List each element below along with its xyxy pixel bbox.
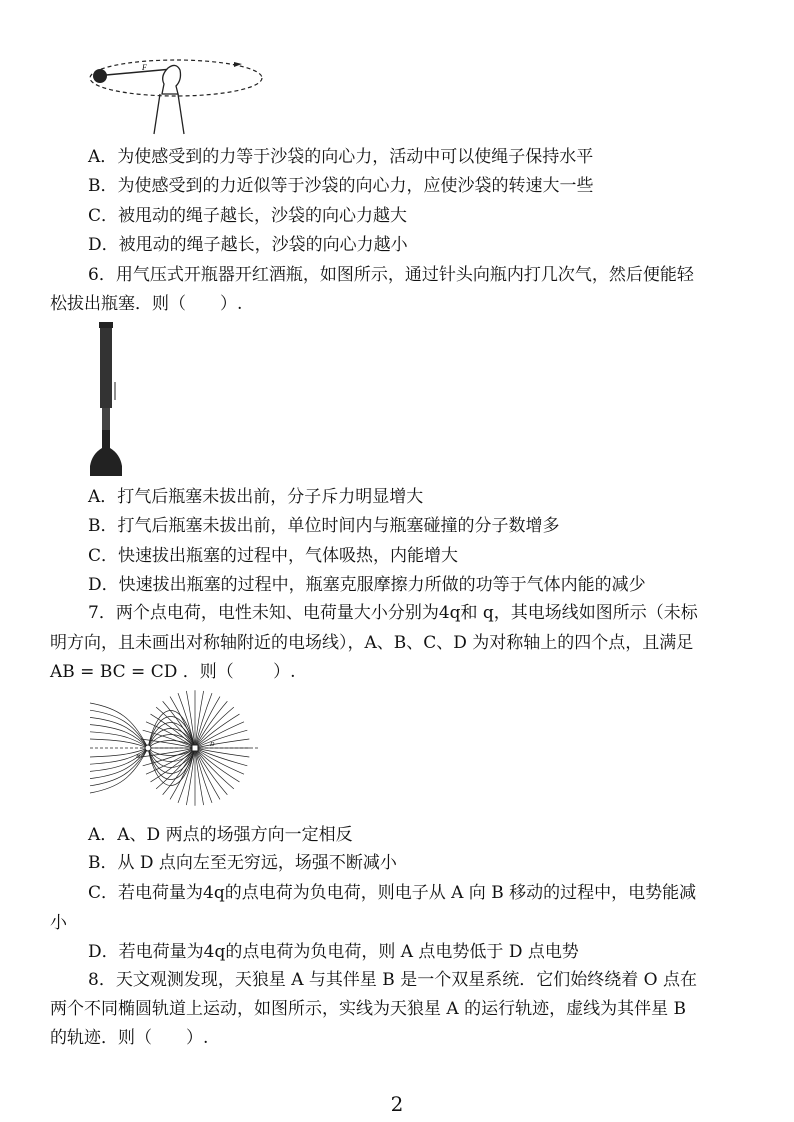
rope-force-label: F [142,63,147,72]
q7-stem-line1: 7．两个点电荷，电性未知、电荷量大小分别为4q和 q，其电场线如图所示（未标 [88,603,698,623]
point-b-label: B [136,754,140,760]
q6-option-c: C．快速拔出瓶塞的过程中，气体吸热，内能增大 [88,546,459,566]
opener-handle-top [99,322,113,328]
sandbag-figure [84,46,264,136]
point-d-label: D [210,742,215,748]
q5-option-c: C．被甩动的绳子越长，沙袋的向心力越大 [88,206,408,226]
bottle-opener-figure [86,320,126,476]
arm [154,94,184,134]
q5-option-d: D．被甩动的绳子越长，沙袋的向心力越小 [88,235,408,255]
charge-q [192,745,198,751]
q7-stem-line2: 明方向，且未画出对称轴附近的电场线），A、B、C、D 为对称轴上的四个点，且满足 [50,633,694,653]
q8-stem-line3: 的轨迹．则（ ）. [50,1028,209,1048]
q8-stem-line2: 两个不同椭圆轨道上运动，如图所示，实线为天狼星 A 的运行轨迹，虚线为其伴星 B [50,999,686,1019]
charge-4q [145,745,151,751]
q6-option-d: D．快速拔出瓶塞的过程中，瓶塞克服摩擦力所做的功等于气体内能的减少 [88,575,646,595]
q5-option-b: B．为使感受到的力近似等于沙袋的向心力，应使沙袋的转速大一些 [88,176,594,196]
bottle-neck [90,430,122,476]
q8-stem-line1: 8．天文观测发现，天狼星 A 与其伴星 B 是一个双星系统．它们始终绕着 O 点在 [88,970,697,990]
q7-option-c-cont: 小 [50,913,67,933]
q7-option-b: B．从 D 点向左至无穷远，场强不断减小 [88,853,397,873]
q5-option-a: A．为使感受到的力等于沙袋的向心力，活动中可以使绳子保持水平 [88,147,594,167]
q7-option-a: A．A、D 两点的场强方向一定相反 [88,825,353,845]
q6-option-b: B．打气后瓶塞未拔出前，单位时间内与瓶塞碰撞的分子数增多 [88,516,560,536]
q7-option-d: D．若电荷量为4q的点电荷为负电荷，则 A 点电势低于 D 点电势 [88,942,579,962]
electric-field-figure [88,690,260,818]
q6-stem-line1: 6．用气压式开瓶器开红酒瓶，如图所示，通过针头向瓶内打几次气，然后便能轻 [88,265,694,285]
opener-tube [100,328,112,408]
q7-option-c: C．若电荷量为4q的点电荷为负电荷，则电子从 A 向 B 移动的过程中，电势能减 [88,883,697,903]
field-line [90,725,148,748]
q7-stem-line3: AB = BC = CD ．则（ ）. [50,662,296,682]
q6-stem-line2: 松拔出瓶塞．则（ ）. [50,294,243,314]
q6-option-a: A．打气后瓶塞未拔出前，分子斥力明显增大 [88,487,424,507]
page-number: 2 [390,1092,404,1116]
rope [106,69,172,75]
sandbag [93,69,107,83]
